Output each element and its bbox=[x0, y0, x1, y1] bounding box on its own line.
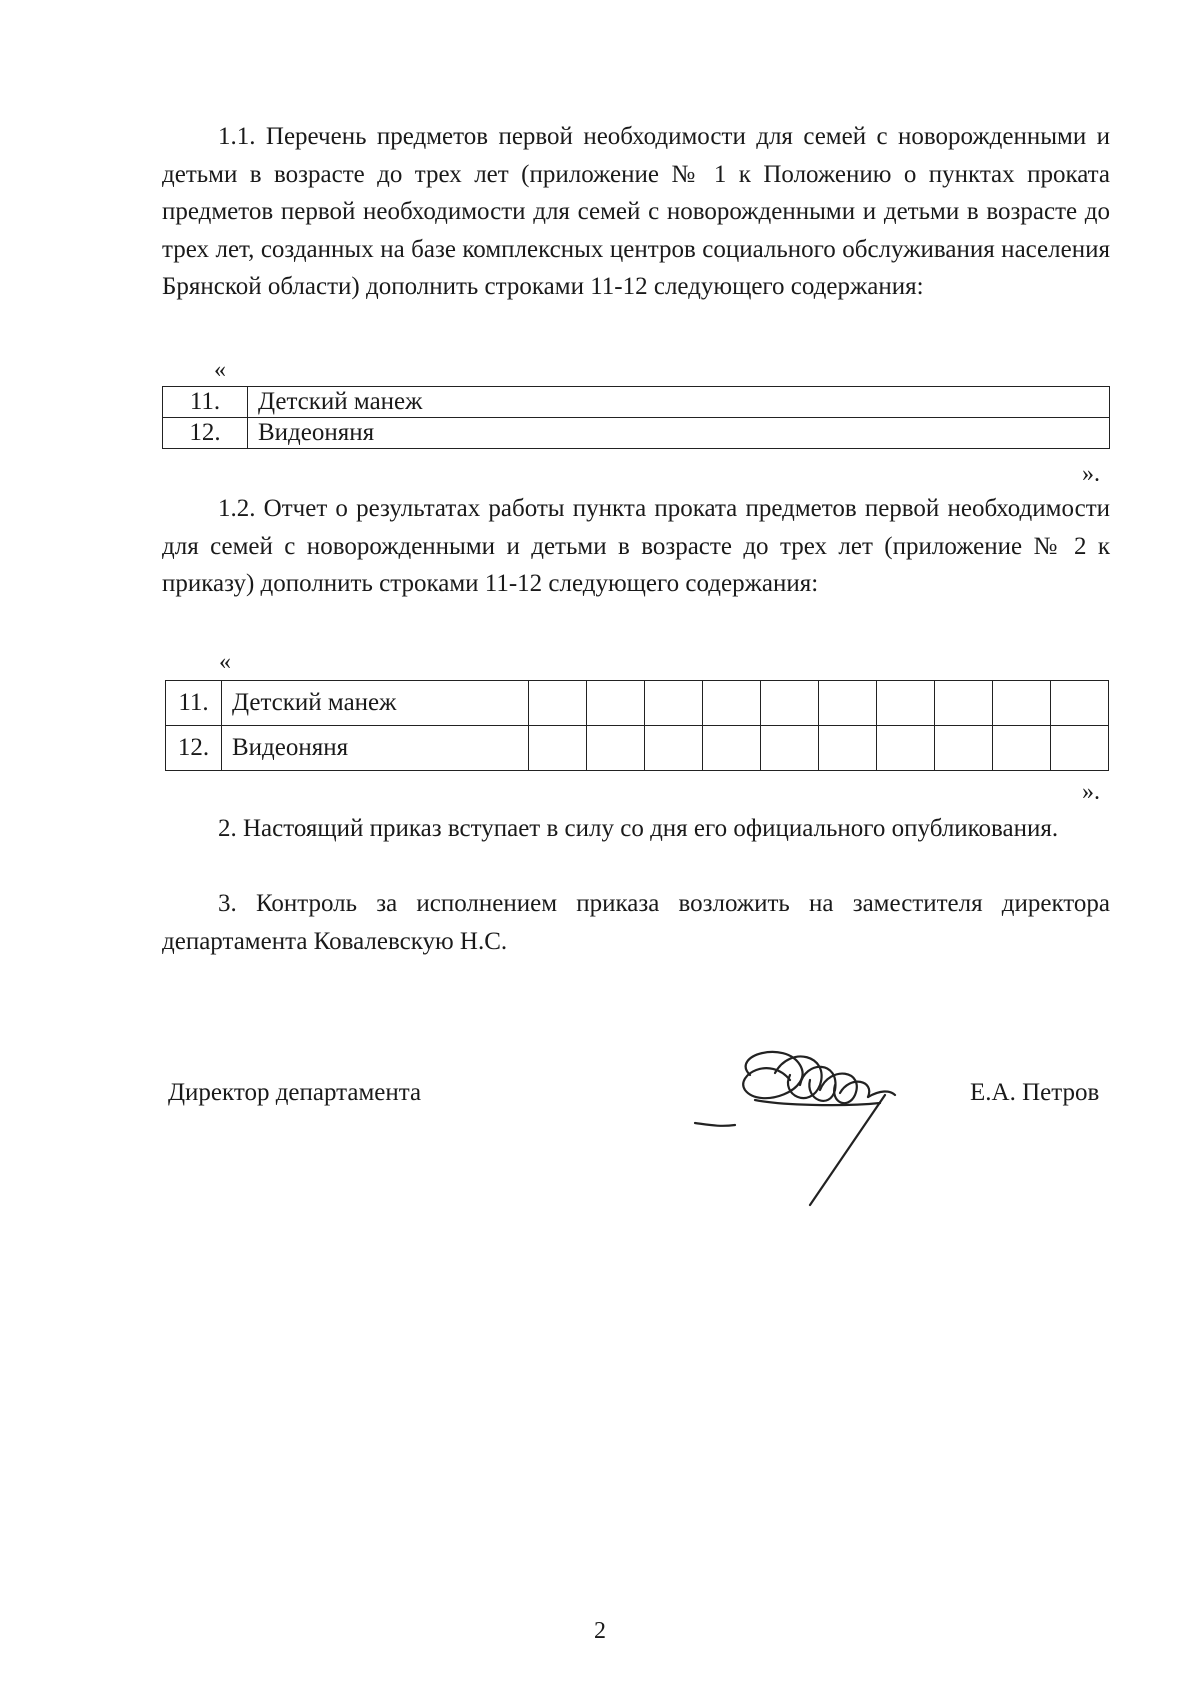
row-number: 11. bbox=[166, 681, 222, 726]
empty-cell bbox=[587, 726, 645, 771]
close-quote-2: ». bbox=[1082, 779, 1100, 805]
page-number: 2 bbox=[594, 1618, 606, 1644]
paragraph-3: 3. Контроль за исполнением приказа возложить на заместителя директора департамента Ковалевскую Н.С. bbox=[162, 890, 1110, 955]
empty-cell bbox=[935, 726, 993, 771]
row-number: 12. bbox=[166, 726, 222, 771]
empty-cell bbox=[761, 681, 819, 726]
row-number: 12. bbox=[163, 418, 248, 449]
empty-cell bbox=[587, 681, 645, 726]
empty-cell bbox=[877, 681, 935, 726]
empty-cell bbox=[703, 726, 761, 771]
empty-cell bbox=[993, 726, 1051, 771]
empty-cell bbox=[993, 681, 1051, 726]
row-item-name: Детский манеж bbox=[222, 681, 529, 726]
paragraph-1-2: 1.2. Отчет о результатах работы пункта проката предметов первой необходимости для семей с новорожденными и детьми в возрасте до трех лет (приложение № 2 к приказу) дополнить строками 11-12 следующего содержания: bbox=[162, 495, 1110, 597]
paragraph-2: 2. Настоящий приказ вступает в силу со дня его официального опубликования. bbox=[218, 815, 1059, 842]
empty-cell bbox=[935, 681, 993, 726]
open-quote-2: « bbox=[219, 649, 231, 675]
empty-cell bbox=[761, 726, 819, 771]
signatory-title: Директор департамента bbox=[168, 1079, 422, 1106]
paragraph-1-1: 1.1. Перечень предметов первой необходимости для семей с новорожденными и детьми в возрасте до трех лет (приложение № 1 к Положению о пунктах проката предметов первой необходимости для семей с новорожденными и детьми в возрасте до трех лет, созданных на базе комплексных центров социального обслуживания населения Брянской области) дополнить строками 11-12 следующего содержания: bbox=[162, 123, 1110, 300]
table-row bbox=[166, 681, 1109, 726]
empty-cell bbox=[819, 681, 877, 726]
table-row bbox=[166, 726, 1109, 771]
row-item-name: Видеоняня bbox=[248, 418, 1110, 449]
signatory-name: Е.А. Петров bbox=[970, 1079, 1100, 1106]
report-table-2 bbox=[165, 680, 1109, 771]
row-item-name: Видеоняня bbox=[222, 726, 529, 771]
row-item-name: Детский манеж bbox=[248, 387, 1110, 418]
table-row bbox=[163, 387, 1110, 418]
empty-cell bbox=[1051, 726, 1109, 771]
empty-cell bbox=[877, 726, 935, 771]
empty-cell bbox=[529, 681, 587, 726]
open-quote-1: « bbox=[214, 357, 226, 383]
empty-cell bbox=[1051, 681, 1109, 726]
empty-cell bbox=[703, 681, 761, 726]
table-row bbox=[163, 418, 1110, 449]
empty-cell bbox=[819, 726, 877, 771]
row-number: 11. bbox=[163, 387, 248, 418]
empty-cell bbox=[645, 726, 703, 771]
handwritten-signature bbox=[690, 1035, 950, 1215]
items-table-1 bbox=[162, 386, 1110, 449]
empty-cell bbox=[529, 726, 587, 771]
empty-cell bbox=[645, 681, 703, 726]
close-quote-1: ». bbox=[1082, 461, 1100, 487]
